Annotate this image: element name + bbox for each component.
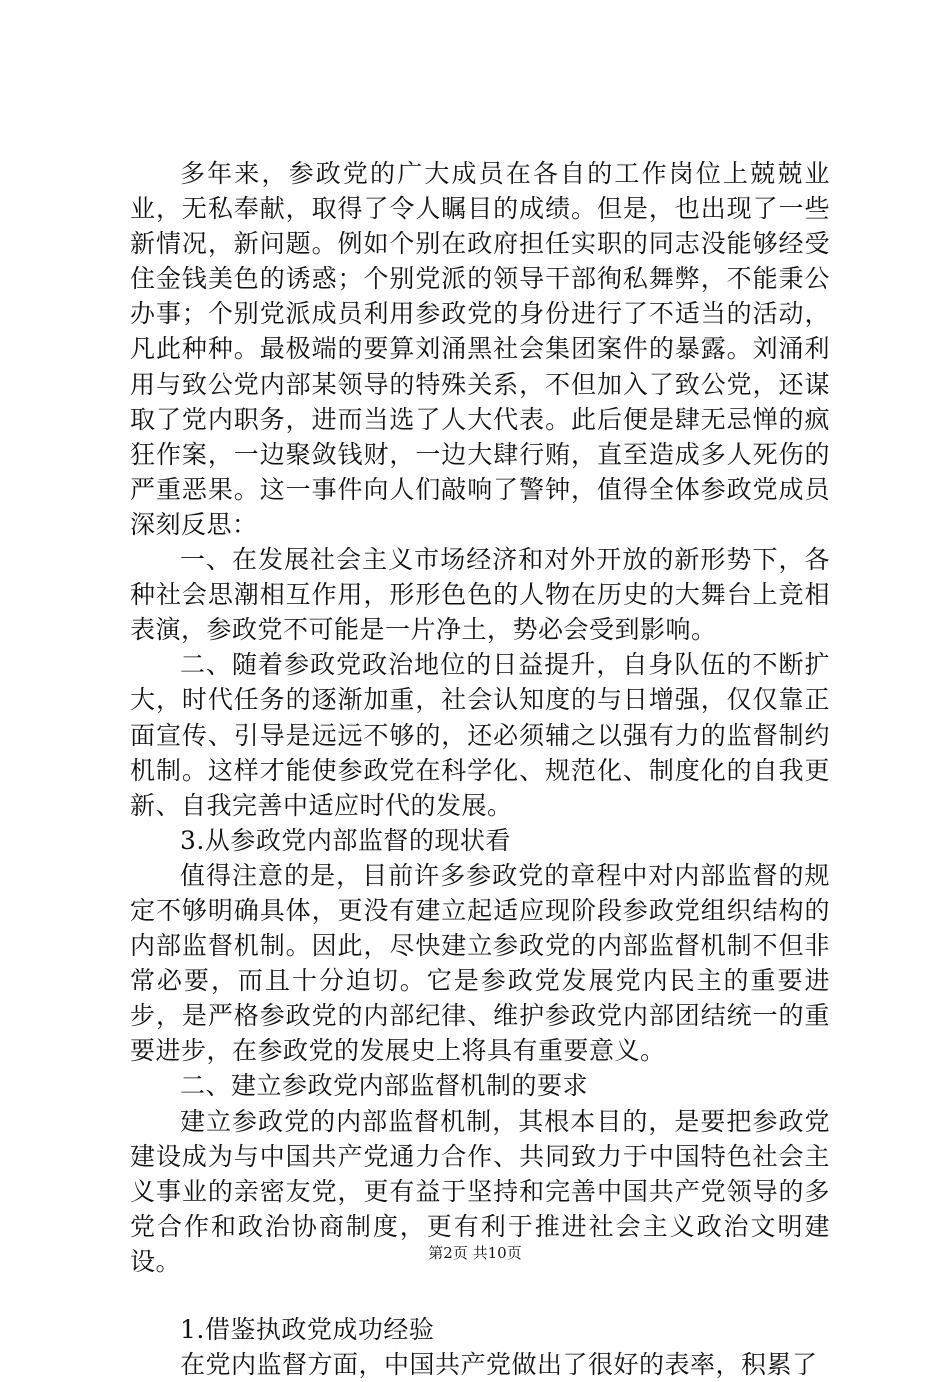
paragraph-learn-from-ruling-party: 在党内监督方面，中国共产党做出了很好的表率，积累了 <box>180 1350 818 1380</box>
paragraph-point-one: 一、在发展社会主义市场经济和对外开放的新形势下，各种社会思潮相互作用，形形色色的人物在历史的大舞台上竞相表演，参政党不可能是一片净土，势必会受到影响。 <box>130 545 830 645</box>
paragraph-point-two: 二、随着参政党政治地位的日益提升，自身队伍的不断扩大，时代任务的逐渐加重，社会认知度的与日增强，仅仅靠正面宣传、引导是远远不够的，还必须辅之以强有力的监督制约机制。这样才能使参政党在科学化、规范化、制度化的自我更新、自我完善中适应时代的发展。 <box>130 650 830 820</box>
page-number-footer: 第2页 共10页 <box>428 1244 522 1262</box>
section-heading-current-status: 3.从参政党内部监督的现状看 <box>180 825 511 855</box>
section-heading-learn-from-ruling-party: 1.借鉴执政党成功经验 <box>180 1315 435 1344</box>
document-body <box>130 156 830 1382</box>
paragraph-current-status: 值得注意的是，目前许多参政党的章程中对内部监督的规定不够明确具体，更没有建立起适应现阶段参政党组织结构的内部监督机制。因此，尽快建立参政党的内部监督机制不但非常必要，而且十分迫切。它是参政党发展党内民主的重要进步，是严格参政党的内部纪律、维护参政党内部团结统一的重要进步，在参政党的发展史上将具有重要意义。 <box>130 860 830 1066</box>
section-heading-requirements: 二、建立参政党内部监督机制的要求 <box>180 1071 589 1101</box>
paragraph-requirements: 建立参政党的内部监督机制，其根本目的，是要把参政党建设成为与中国共产党通力合作、共同致力于中国特色社会主义事业的亲密友党，更有益于坚持和完善中国共产党领导的多党合作和政治协商制度，更有利于推进社会主义政治文明建设。 <box>130 1106 830 1276</box>
paragraph-reflection: 多年来，参政党的广大成员在各自的工作岗位上兢兢业业，无私奉献，取得了令人瞩目的成绩。但是，也出现了一些新情况，新问题。例如个别在政府担任实职的同志没能够经受住金钱美色的诱惑；个别党派的领导干部徇私舞弊，不能秉公办事；个别党派成员利用参政党的身份进行了不适当的活动，凡此种种。最极端的要算刘涌黑社会集团案件的暴露。刘涌利用与致公党内部某领导的特殊关系，不但加入了致公党，还谋取了党内职务，进而当选了人大代表。此后便是肆无忌惮的疯狂作案，一边聚敛钱财，一边大肆行贿，直至造成多人死伤的严重恶果。这一事件向人们敲响了警钟，值得全体参政党成员深刻反思： <box>130 159 830 539</box>
paragraph-gap <box>130 1279 830 1312</box>
